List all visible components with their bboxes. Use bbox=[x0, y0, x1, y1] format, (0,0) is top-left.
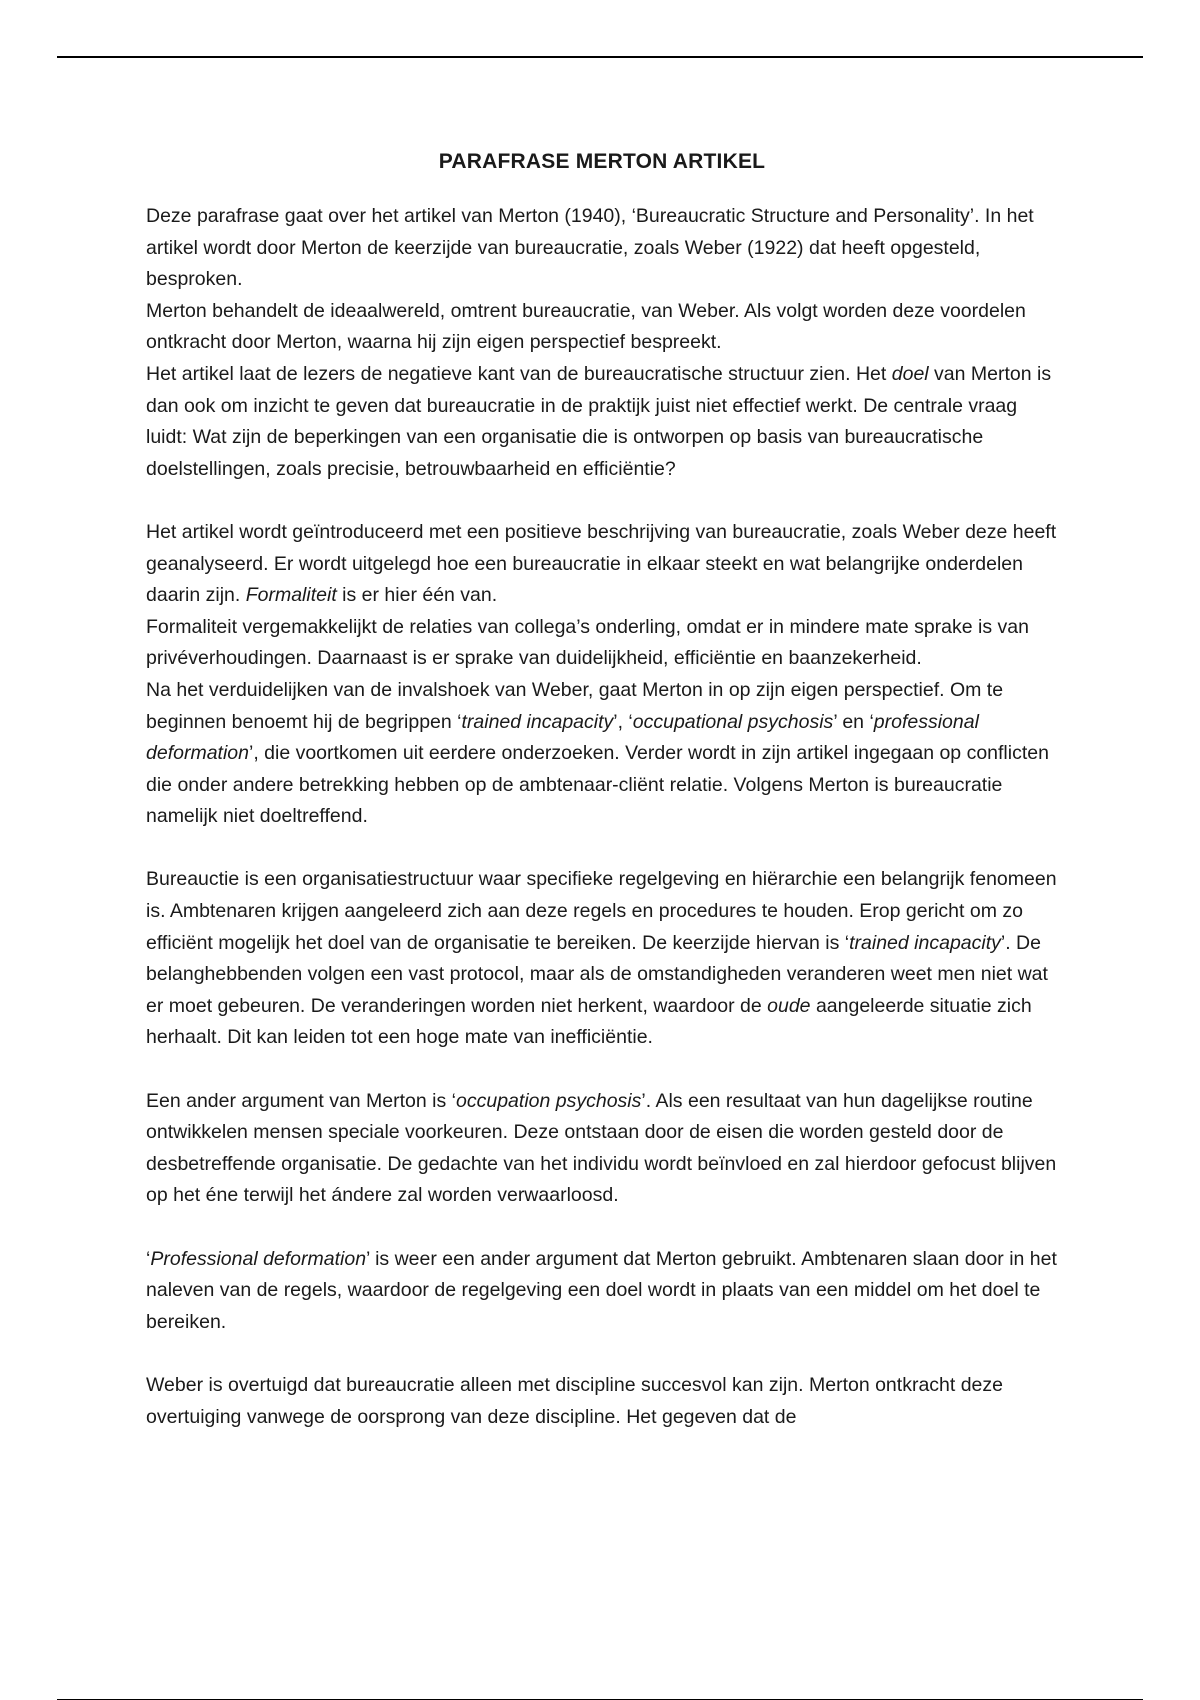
paragraph bbox=[146, 1244, 1058, 1339]
text-run: ’ is weer een ander argument dat Merton gebruikt. Ambtenaren slaan door in het naleven van de regels, waardoor de regelgeving een doel wordt in plaats van een middel om het doel te bereiken. bbox=[146, 1247, 1057, 1333]
paragraph bbox=[146, 201, 1058, 296]
text-run: Weber is overtuigd dat bureaucratie alleen met discipline succesvol kan zijn. Merton ontkracht deze overtuiging vanwege de oorsprong van deze discipline. Het gegeven dat de bbox=[146, 1373, 1004, 1428]
italic-term: occupation psychosis bbox=[456, 1089, 642, 1112]
text-run: ’. De belanghebbenden volgen een vast protocol, maar als de omstandigheden veranderen weet men niet wat er moet gebeuren. De veranderingen worden niet herkent, waardoor de bbox=[146, 931, 1048, 1017]
page-title: PARAFRASE MERTON ARTIKEL bbox=[438, 150, 766, 173]
text-run: Bureauctie is een organisatiestructuur waar specifieke regelgeving en hiërarchie een belangrijk fenomeen is. Ambtenaren krijgen aangeleerd zich aan deze regels en procedures te houden. Erop gericht om zo efficiënt mogelijk het doel van de organisatie te bereiken. De keerzijde hiervan is ‘ bbox=[146, 868, 1057, 954]
text-run: ’, ‘ bbox=[613, 710, 633, 733]
paragraph-spacer bbox=[146, 485, 1058, 517]
text-run: Formaliteit vergemakkelijkt de relaties van collega’s onderling, omdat er in mindere mate sprake is van privéverhoudingen. Daarnaast is er sprake van duidelijkheid, efficiëntie en baanzekerheid. bbox=[146, 615, 1029, 670]
paragraph-spacer bbox=[146, 833, 1058, 865]
top-rule bbox=[57, 56, 1143, 58]
paragraph-spacer bbox=[146, 1054, 1058, 1086]
text-run: ‘ bbox=[146, 1247, 151, 1270]
text-run: ’, die voortkomen uit eerdere onderzoeken. Verder wordt in zijn artikel ingegaan op conflicten die onder andere betrekking hebben op de ambtenaar-cliënt relatie. Volgens Merton is bureaucratie namelijk niet doeltreffend. bbox=[146, 742, 1049, 828]
text-run: aangeleerde situatie zich herhaalt. Dit kan leiden tot een hoge mate van inefficiëntie. bbox=[146, 994, 1032, 1049]
italic-term: occupational psychosis bbox=[632, 710, 834, 733]
italic-term: doel bbox=[891, 362, 929, 385]
paragraph bbox=[146, 864, 1058, 1054]
paragraph bbox=[146, 1370, 1058, 1433]
text-run: Na het verduidelijken van de invalshoek van Weber, gaat Merton in op zijn eigen perspectief. Om te beginnen benoemt hij de begrippen ‘ bbox=[146, 678, 1004, 733]
italic-term: Professional deformation bbox=[150, 1247, 367, 1270]
text-run: is er hier één van. bbox=[336, 584, 498, 607]
document-page bbox=[146, 147, 1058, 1433]
text-run: Het artikel wordt geïntroduceerd met een positieve beschrijving van bureaucratie, zoals Weber deze heeft geanalyseerd. Er wordt uitgelegd hoe een bureaucratie in elkaar steekt en wat belangrijke onderdelen daarin zijn. bbox=[146, 520, 1057, 607]
italic-term: trained incapacity bbox=[849, 931, 1001, 954]
italic-term: professional deformation bbox=[146, 710, 979, 765]
paragraph bbox=[146, 296, 1058, 359]
text-run: ’. Als een resultaat van hun dagelijkse routine ontwikkelen mensen speciale voorkeuren. Deze ontstaan door de eisen die worden gesteld door de desbetreffende organisatie. De gedachte van het individu wordt beïnvloed en zal hierdoor gefocust blijven op het éne terwijl het ándere zal worden verwaarloosd. bbox=[146, 1089, 1057, 1207]
text-run: Merton behandelt de ideaalwereld, omtrent bureaucratie, van Weber. Als volgt worden deze voordelen ontkracht door Merton, waarna hij zijn eigen perspectief bespreekt. bbox=[146, 299, 1026, 354]
italic-term: Formaliteit bbox=[245, 584, 337, 607]
text-run: ’ en ‘ bbox=[833, 710, 874, 733]
italic-term: trained incapacity bbox=[461, 710, 614, 733]
text-run: Een ander argument van Merton is ‘ bbox=[146, 1089, 457, 1112]
paragraph-spacer bbox=[146, 1338, 1058, 1370]
paragraph bbox=[146, 612, 1058, 675]
paragraph bbox=[146, 675, 1058, 833]
document-body bbox=[146, 201, 1058, 1433]
paragraph-spacer bbox=[146, 1212, 1058, 1244]
text-run: van Merton is dan ook om inzicht te geven dat bureaucratie in de praktijk juist niet effectief werkt. De centrale vraag luidt: Wat zijn de beperkingen van een organisatie die is ontworpen op basis van bureaucratische doelstellingen, zoals precisie, betrouwbaarheid en efficiëntie? bbox=[146, 362, 1052, 480]
text-run: Het artikel laat de lezers de negatieve kant van de bureaucratische structuur zien. Het bbox=[146, 362, 892, 385]
italic-term: oude bbox=[767, 994, 811, 1017]
paragraph bbox=[146, 359, 1058, 485]
paragraph bbox=[146, 1086, 1058, 1212]
text-run: Deze parafrase gaat over het artikel van Merton (1940), ‘Bureaucratic Structure and Personality’. In het artikel wordt door Merton de keerzijde van bureaucratie, zoals Weber (1922) dat heeft opgesteld, besproken. bbox=[146, 205, 1034, 291]
paragraph bbox=[146, 517, 1058, 612]
